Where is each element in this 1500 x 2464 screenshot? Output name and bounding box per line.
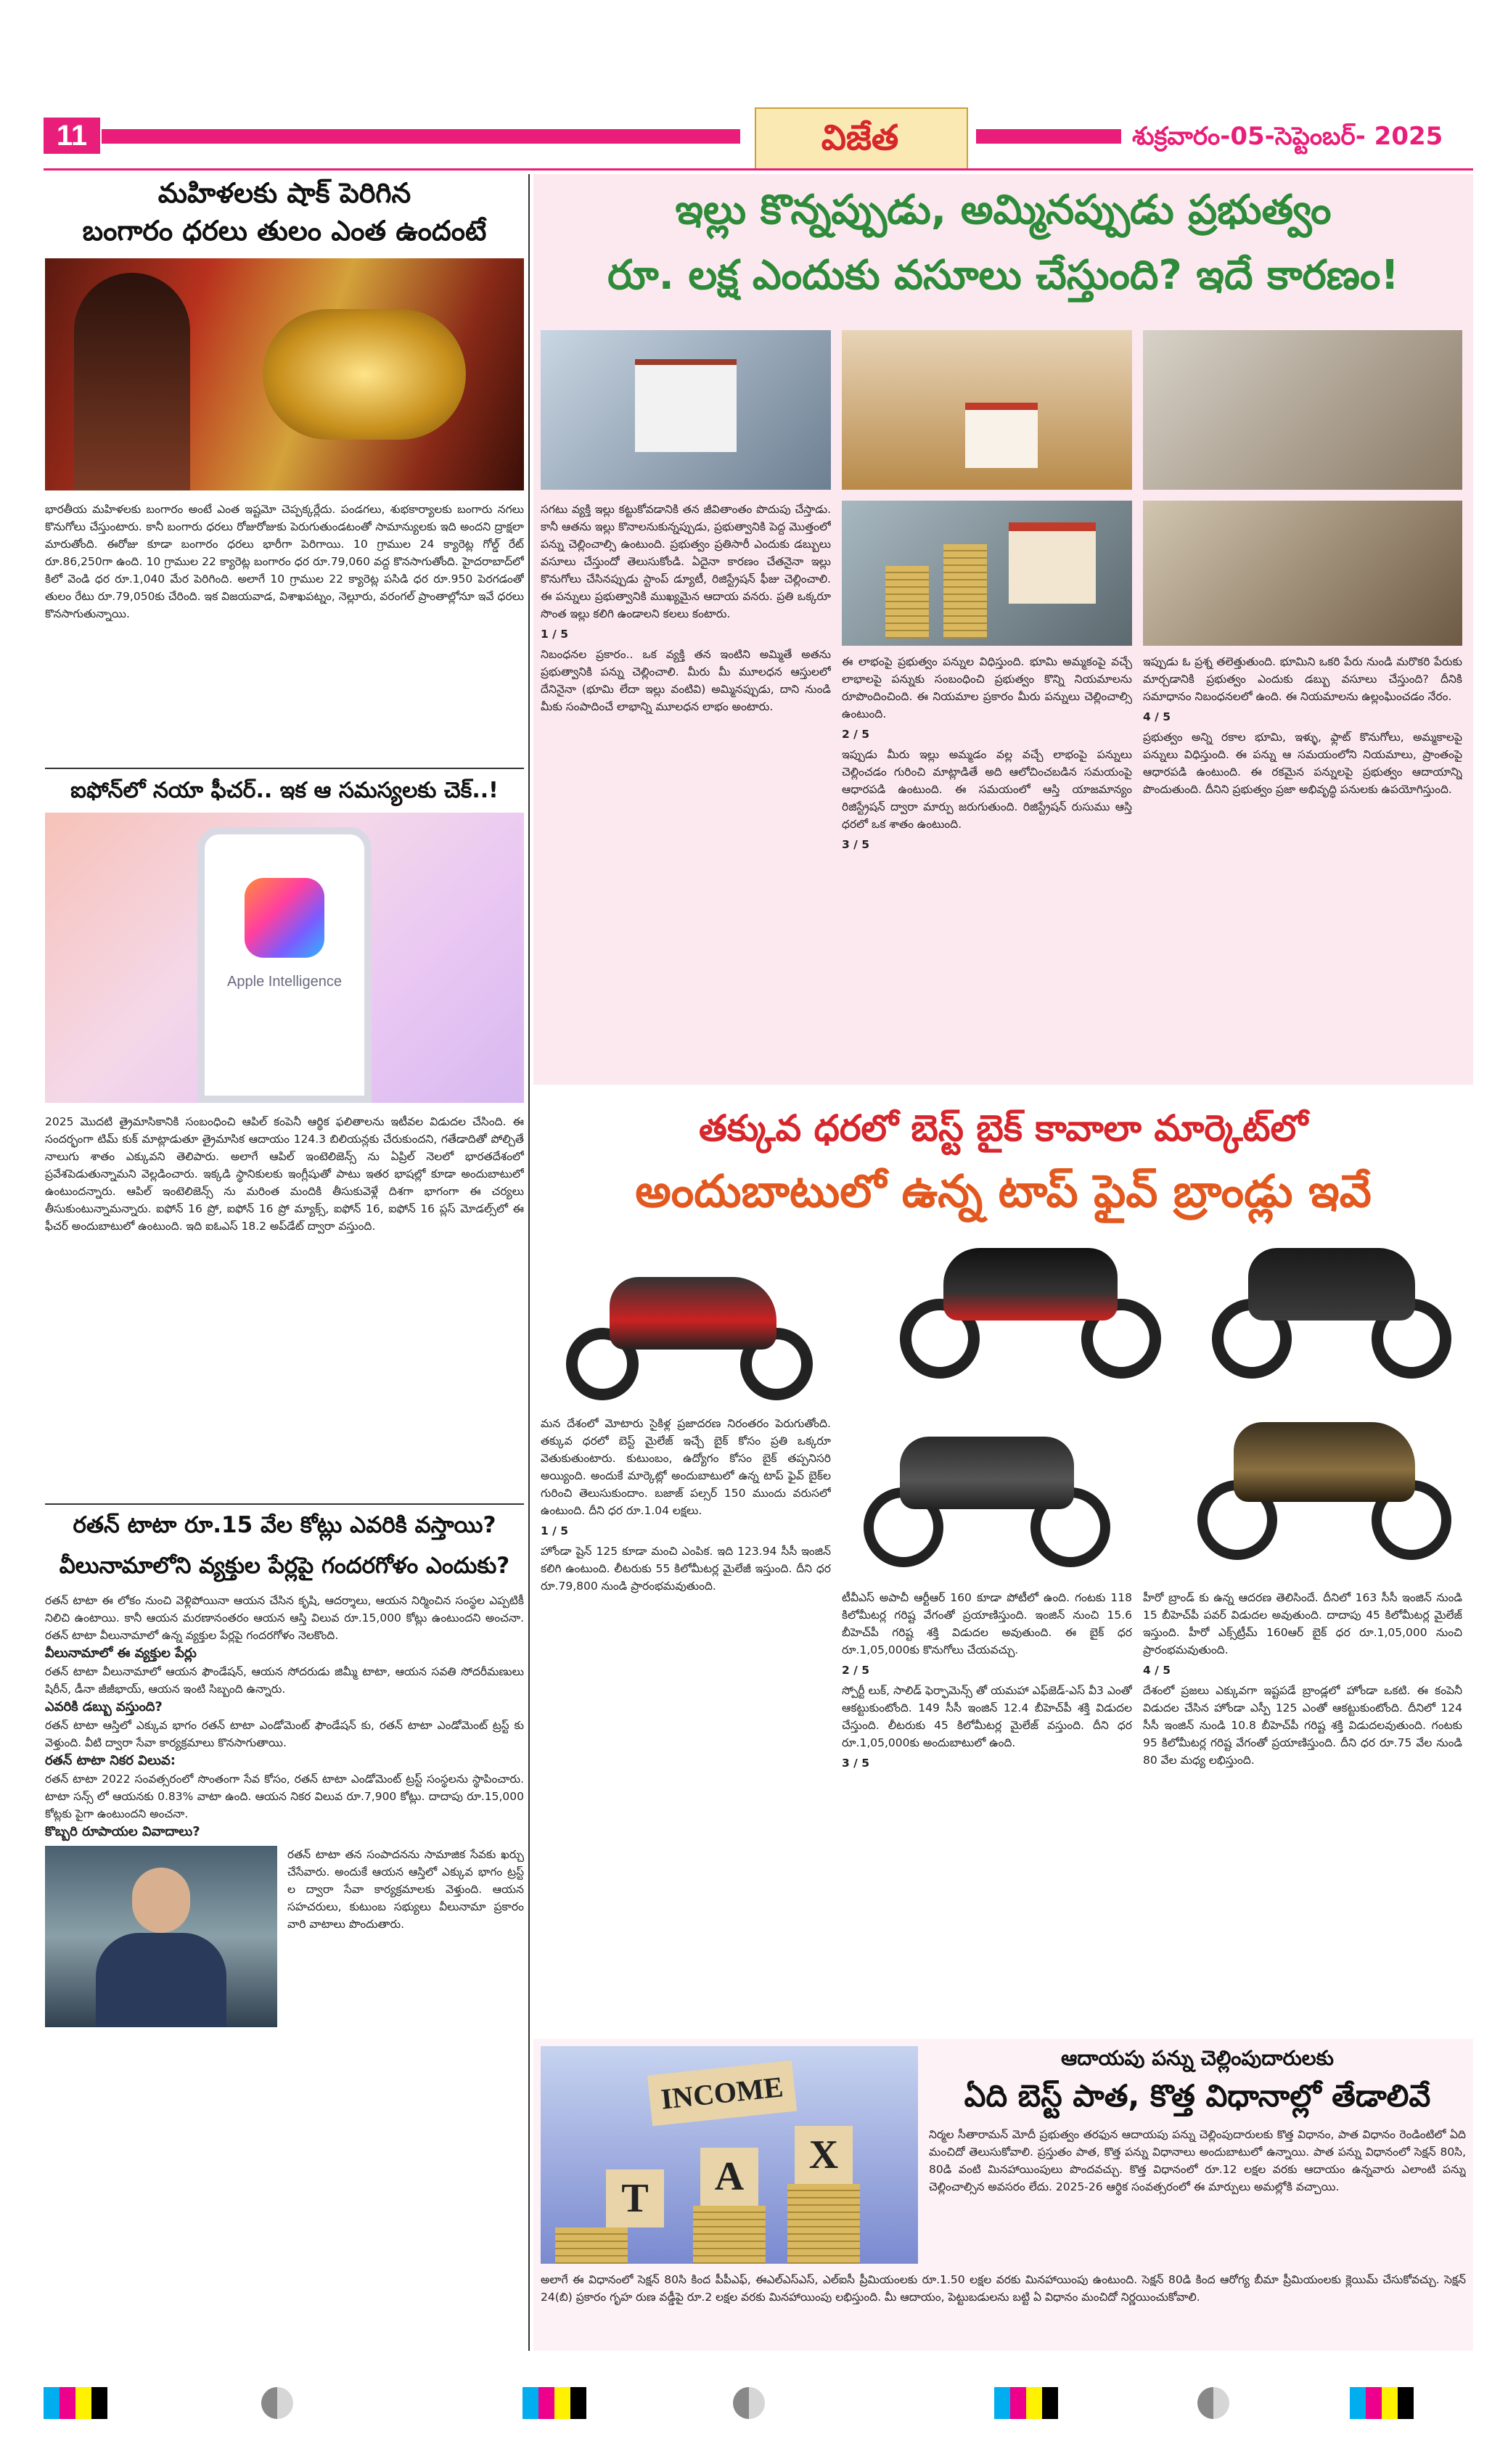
tax-block-t: T <box>606 2169 664 2227</box>
masthead-logo: విజేత <box>821 118 899 158</box>
housing-col1-marker: 1 / 5 <box>541 628 569 641</box>
phone-shape <box>197 827 372 1103</box>
housing-col1 <box>541 501 831 1081</box>
income-block: INCOME <box>647 2061 797 2127</box>
bike-body <box>900 1437 1074 1509</box>
housing-col2-marker2: 3 / 5 <box>842 838 870 851</box>
tata-subhead-1: వీలునామాలో ఈ వ్యక్తుల పేర్లు <box>45 1646 197 1661</box>
housing-col1-text: సగటు వ్యక్తి ఇల్లు కట్టుకోవడానికి తన జీవితాంతం పొదుపు చేస్తాడు. కానీ ఆతను ఇల్లు కొనాలనుకున్నప్పుడు, ప్రభుత్వానికి పెద్ద మొత్తంలో పన్ను చెల్లించాల్సి ఉంటుంది. ప్రభుత్వం ప్రతిసారీ ఎందుకు డబ్బులు వసూలు చేస్తుందో తెలుసుకోండి. ఏదైనా కారణం చేతనైనా ఇల్లు కొనుగోలు చేసినప్పుడు స్టాంప్ డ్యూటీ, రిజిస్ట్రేషన్ ఫీజు చెల్లించాలి. ఈ పన్నులు ప్రభుత్వానికి ముఖ్యమైన ఆదాయ వనరు. ప్రతి ఒక్కరూ సొంత ఇల్లు కలిగి ఉండాలని కలలు కంటారు. <box>541 503 831 620</box>
bike-apache-photo <box>893 1219 1168 1386</box>
bikes-headline-line1: తక్కువ ధరలో బెస్ట్ బైక్ కావాలా మార్కెట్‌లో <box>698 1107 1308 1149</box>
bike-shine-photo <box>856 1408 1118 1574</box>
housing-col2b-text: ఇప్పుడు మీరు ఇల్లు అమ్మడం వల్ల వచ్చే లాభంపై పన్నులు చెల్లించడం గురించి మాట్లాడితే అది ఆలోచించబడిన సమయంపై ఆధారపడి ఉంటుంది. ఈ సమయంలో ఆస్తి యాజమాన్యం రిజిస్ట్రేషన్ ద్వారా మార్పు జరుగుతుంది. రిజిస్ట్రేషన్ రుసుము ఆస్తి ధరలో ఒక శాతం ఉంటుంది. <box>842 748 1132 831</box>
tata-headline-line1: రతన్ టాటా రూ.15 వేల కోట్లు ఎవరికి వస్తాయి? <box>73 1512 496 1538</box>
tata-subhead-2: ఎవరికి డబ్బు వస్తుంది? <box>45 1699 163 1714</box>
tax-body-right: నిర్మల సీతారామన్ మోదీ ప్రభుత్వం తరఫున ఆదాయపు పన్ను చెల్లింపుదారులకు కొత్త విధానం, పాత విధానం రెండింటిలో ఏది మంచిదో తెలుసుకోవాలి. ప్రస్తుతం పాత, కొత్త పన్ను విధానాలు అందుబాటులో ఉన్నాయి. పాత పన్ను విధానంలో సెక్షన్ 80సి, 80డి వంటి మినహాయింపులు పొందవచ్చు. కొత్త విధానంలో రూ.12 లక్షల వరకు ఆదాయం ఉన్నవారు ఎలాంటి పన్ను చెల్లించాల్సిన అవసరం లేదు. 2025-26 ఆర్థిక సంవత్సరంలో ఈ మార్పులు అమల్లోకి వచ్చాయి. <box>929 2128 1466 2193</box>
bikes-headline-line2: అందుబాటులో ఉన్న టాప్ ఫైవ్ బ్రాండ్లు ఇవే <box>635 1165 1372 1217</box>
tax-headline: ఏది బెస్ట్ పాత, కొత్త విధానాల్లో తేడాలివే <box>964 2078 1431 2114</box>
color-bar <box>522 2387 586 2422</box>
housing-col1b-text: నిబంధనల ప్రకారం.. ఒక వ్యక్తి తన ఇంటిని అమ్మితే అతను ప్రభుత్వానికి పన్ను చెల్లించాలి. మీరు మీ మూలధన ఆస్తులలో దేనినైనా (భూమి లేదా ఇల్లు వంటివి) అమ్మినప్పుడు, దాని నుండి మీకు సంపాదించే లాభాన్ని మూలధన లాభం అంటారు. <box>541 648 831 713</box>
page-date: శుక్రవారం-05-సెప్టెంబర్- 2025 <box>1132 116 1473 157</box>
header-bar-left <box>102 129 740 144</box>
color-bar <box>994 2387 1058 2422</box>
bike-pulsar-photo <box>559 1248 827 1408</box>
color-bar-right <box>1350 2387 1414 2422</box>
apple-intelligence-label: Apple Intelligence <box>227 974 342 990</box>
house-model-keys-photo <box>541 330 831 490</box>
ratan-tata-photo <box>45 1846 277 2027</box>
gold-jewellery-photo <box>45 258 524 490</box>
housing-col2-text: ఈ లాభంపై ప్రభుత్వం పన్నుల విధిస్తుంది. భూమి అమ్మకంపై వచ్చే లాభాలపై పన్నుకు సంబంధించి ప్రభుత్వం కొన్ని నియమాలను రూపొందించింది. ఈ నియమాల ప్రకారం మీరు పన్నులు చెల్లించాల్సి ఉంటుంది. <box>842 655 1132 720</box>
bikes-col3b-text: దేశంలో ప్రజలు ఎక్కువగా ఇష్టపడే బ్రాండ్లలో హోండా ఒకటి. ఈ కంపెనీ విడుదల చేసిన హోండా ఎస్పీ 125 ఎంతో ఆకట్టుకుంటోంది. దీనిలో 124 సీసీ ఇంజిన్ నుండి 10.8 బీహెచ్‌పీ గరిష్ట శక్తి విడుదలవుతుంది. గంటకు 95 కిలోమీటర్ల గరిష్ట వేగంతో ప్రయాణిస్తుంది. దీని ధర రూ.75 వేల నుండి 80 వేల మధ్య లభిస్తుంది. <box>1143 1684 1462 1767</box>
gray-registration-mark <box>733 2387 765 2419</box>
necklace-shape <box>263 309 466 440</box>
housing-col2 <box>842 653 1132 1081</box>
tax-block-a: A <box>700 2148 758 2206</box>
housing-headline-line1: ఇల్లు కొన్నప్పుడు, అమ్మినప్పుడు ప్రభుత్వం <box>675 186 1332 234</box>
person-body <box>96 1933 226 2027</box>
coin-stack <box>885 566 929 638</box>
gray-registration-mark <box>261 2387 293 2419</box>
woman-figure <box>74 273 190 490</box>
gray-registration-mark <box>1197 2387 1229 2419</box>
gold-body: భారతీయ మహిళలకు బంగారం అంటే ఎంత ఇష్టమో చెప్పక్కర్లేదు. పండగలు, శుభకార్యాలకు బంగారు నగలు కొనుగోలు చేస్తుంటారు. కానీ బంగారు ధరలు రోజురోజుకు పెరుగుతుండటంతో సామాన్యులకు ఇది అందని ద్రాక్షలా మారుతోంది. ఈరోజు కూడా బంగారం ధరలు భారీగా పెరిగాయి. 10 గ్రాముల 24 క్యారెట్ల గోల్డ్ రేట్ రూ.86,250గా ఉంది. 10 గ్రాముల 22 క్యారెట్ల బంగారం ధర రూ.79,060 వద్ద కొనసాగుతోంది. హైదరాబాద్‌లో కిలో వెండి ధర రూ.1,040 మేర పెరిగింది. అలాగే 10 గ్రాముల 22 క్యారెట్ల పసిడి ధర రూ.950 పెరగడంతో తులం రేటు రూ.79,050కు చేరింది. ఇక విజయవాడ, విశాఖపట్నం, నెల్లూరు, వరంగల్ ప్రాంతాల్లోనూ ఇవే ధరలు కొనసాగుతున్నాయి. <box>45 503 524 620</box>
left-column <box>45 174 524 2329</box>
housing-headline-line2: రూ. లక్ష ఎందుకు వసూలు చేస్తుంది? ఇదే కారణం! <box>607 252 1399 299</box>
coin-stack <box>555 2227 628 2264</box>
top-rule <box>44 168 1473 171</box>
bikes-col3 <box>1143 1589 1462 2032</box>
bike-xtreme-photo <box>1190 1393 1459 1567</box>
gold-headline-line2: బంగారం ధరలు తులం ఎంత ఉందంటే <box>82 215 487 247</box>
column-separator <box>528 174 530 2351</box>
income-tax-blocks-coins-photo <box>541 2046 918 2264</box>
bikes-col1b-text: హోండా షైన్ 125 కూడా మంచి ఎంపిక. ఇది 123.94 సీసీ ఇంజిన్ కలిగి ఉంటుంది. లీటరుకు 55 కిలోమీటర్ల మైలేజీ ఇస్తుంది. దీని ధర రూ.79,800 నుండి ప్రారంభమవుతుంది. <box>541 1545 831 1593</box>
house-shape <box>1009 522 1096 604</box>
bikes-col2 <box>842 1589 1132 2032</box>
iphone-headline: ఐఫోన్‌లో నయా ఫీచర్.. ఇక ఆ సమస్యలకు చెక్..! <box>70 778 499 803</box>
color-bar-left <box>44 2387 107 2422</box>
coins-house-photo <box>842 330 1132 490</box>
coin-stack <box>943 544 987 638</box>
coin-stack <box>787 2184 860 2264</box>
apple-intelligence-icon <box>245 878 324 958</box>
house-shape <box>965 403 1038 468</box>
tata-body-5: రతన్ టాటా తన సంపాదనను సామాజిక సేవకు ఖర్చు చేసేవారు. అందుకే ఆయన ఆస్తిలో ఎక్కువ భాగం ట్రస్ట్ ల ద్వారా సేవా కార్యక్రమాలకు వెళ్తుంది. ఆయన సహచరులు, కుటుంబ సభ్యులు వీలునామా ప్రకారం వారి వాటాలు పొందుతారు. <box>287 1848 524 1931</box>
tata-body-2: రతన్ టాటా వీలునామాలో ఆయన ఫౌండేషన్, ఆయన సోదరుడు జిమ్మీ టాటా, ఆయన సవతి సోదరీమణులు షిరీన్, డీనా జీజీభాయ్, ఆయన ఇంటి సిబ్బంది ఉన్నారు. <box>45 1665 524 1696</box>
tata-subhead-4: కొబ్బరి రూపాయల వివాదాలు? <box>45 1824 200 1839</box>
tax-block-x: X <box>795 2126 853 2184</box>
bikes-col1-marker: 1 / 5 <box>541 1524 569 1537</box>
housing-col3b-text: ప్రభుత్వం అన్ని రకాల భూమి, ఇళ్ళు, ఫ్లాట్ కొనుగోలు, అమ్మకాలపై పన్నులు విధిస్తుంది. ఈ పన్ను ఆ సమయంలోని నియమాలు, ప్రాంతంపై ఆధారపడి ఉంటుంది. ఈ రకమైన పన్నులపై ప్రభుత్వం ఆదాయాన్ని పొందుతుంది. దీనిని ప్రభుత్వం ప్రజా అభివృద్ధి పనులకు ఉపయోగిస్తుంది. <box>1143 731 1462 796</box>
house-contract-photo <box>1143 330 1462 490</box>
house-shape <box>635 359 737 452</box>
tata-body-3: రతన్ టాటా ఆస్తిలో ఎక్కువ భాగం రతన్ టాటా ఎండోమెంట్ ఫౌండేషన్ కు, రతన్ టాటా ఎండోమెంట్ ట్రస్ట్ కు వెళ్తుంది. వీటి ద్వారా సేవా కార్యక్రమాలు కొనసాగుతాయి. <box>45 1719 524 1749</box>
housing-col2-marker: 2 / 5 <box>842 728 870 741</box>
bikes-col1-text: మన దేశంలో మోటారు సైకిళ్ల ప్రజాదరణ నిరంతరం పెరుగుతోంది. తక్కువ ధరలో బెస్ట్ మైలేజ్ ఇచ్చే బైక్ కోసం ప్రతి ఒక్కరూ వెతుకుతుంటారు. కుటుంబం, ఉద్యోగం కోసం బైక్ తప్పనిసరి అయ్యింది. అందుకే మార్కెట్లో అందుబాటులో ఉన్న టాప్ ఫైవ్ బైక్‌ల గురించి తెలుసుకుందాం. బజాజ్ పల్సర్ 150 ముందు వరుసలో ఉంటుంది. దీని ధర రూ.1.04 లక్షలు. <box>541 1417 831 1517</box>
tax-kicker: ఆదాయపు పన్ను చెల్లింపుదారులకు <box>1061 2046 1334 2070</box>
bikes-col3-marker: 4 / 5 <box>1143 1664 1171 1677</box>
bike-fz-photo <box>1205 1219 1459 1386</box>
bike-body <box>1234 1422 1415 1502</box>
bike-body <box>610 1277 776 1350</box>
bikes-col2-marker2: 3 / 5 <box>842 1757 870 1770</box>
coins-stack-house-photo <box>842 501 1132 646</box>
bikes-col2b-text: స్పోర్టీ లుక్, సాలిడ్ ఫెర్ఫామెన్స్ తో యమహా ఎఫ్‌జెడ్-ఎస్ వీ3 ఎంతో ఆకట్టుకుంటోంది. 149 సీసీ ఇంజిన్ 12.4 బీహెచ్‌పీ శక్తి విడుదల చేస్తుంది. లీటరుకు 45 కిలోమీటర్ల మైలేజ్ వస్తుంది. దీని ధర రూ.1,05,000కు అందుబాటులో ఉంది. <box>842 1684 1132 1749</box>
person-head <box>132 1868 190 1933</box>
iphone-body: 2025 మొదటి త్రైమాసికానికి సంబంధించి ఆపిల్ కంపెనీ ఆర్థిక ఫలితాలను ఇటీవల విడుదల చేసింది. ఈ సందర్భంగా టిమ్ కుక్ మాట్లాడుతూ త్రైమాసిక ఆదాయం 124.3 బిలియన్లకు చేరుకుందని, గతేడాదితో పోల్చితే నాలుగు శాతం ఎక్కువని తెలిపారు. అలాగే ఆపిల్ ఇంటెలిజెన్స్ ను ఏప్రిల్ నెలలో భారతదేశంలో ప్రవేశపెడుతున్నామని వెల్లడించారు. ఇక్కడి స్థానికులకు ఇంగ్లీషుతో పాటు ఇతర భాషల్లో కూడా అందుబాటులో ఉంటుందన్నారు. ఆపిల్ ఇంటెలిజెన్స్ ను మరింత మందికి తీసుకువెళ్లే దిశగా భాగంగా ఈ చర్యలు తీసుకుంటున్నామన్నారు. ఐఫోన్ 16 ప్రో, ఐఫోన్ 16 ప్రో మ్యాక్స్, ఐఫోన్ 16, ఐఫోన్ 16 ప్లస్ మోడల్స్‌లో ఈ ఫీచర్ అందుబాటులో ఉంటుంది. ఇది ఐఓఎస్ 18.2 అప్‌డేట్ ద్వారా వస్తుంది. <box>45 1115 524 1233</box>
housing-col3 <box>1143 653 1462 1081</box>
coin-stack <box>693 2206 766 2264</box>
housing-col3-marker: 4 / 5 <box>1143 710 1171 723</box>
housing-col3-text: ఇప్పుడు ఓ ప్రశ్న తలెత్తుతుంది. భూమిని ఒకరి పేరు నుండి మరొకరి పేరుకు మార్చడానికి ప్రభుత్వం ఎందుకు డబ్బు వసూలు చేస్తుంది? దీనికి సమాధానం నిబంధనలలో ఉంది. ఈ నియమాలను ఉల్లంఘించడం నేరం. <box>1143 655 1462 703</box>
tata-subhead-3: రతన్ టాటా నికర విలువ: <box>45 1753 176 1768</box>
apple-intelligence-photo <box>45 813 524 1103</box>
tata-body-4: రతన్ టాటా 2022 సంవత్సరంలో సొంతంగా సేవ కోసం, రతన్ టాటా ఎండోమెంట్ ట్రస్ట్ సంస్థలను స్థాపించారు. టాటా సన్స్ లో ఆయనకు 0.83% వాటా ఉంది. ఆయన నికర విలువ రూ.7,900 కోట్లు. దాదాపు రూ.15,000 కోట్లకు పైగా ఉంటుందని అంచనా. <box>45 1773 524 1820</box>
bikes-col2-marker: 2 / 5 <box>842 1664 870 1677</box>
bikes-col3-text: హీరో బ్రాండ్ కు ఉన్న ఆదరణ తెలిసిందే. దీనిలో 163 సీసీ ఇంజిన్ నుండి 15 బీహెచ్‌పీ పవర్ విడుదల అవుతుంది. దాదాపు 45 కిలోమీటర్ల మైలేజ్ ఇస్తుంది. హీరో ఎక్స్‌ట్రీమ్ 160ఆర్ బైక్ ధర రూ.1,05,000 నుంచి ప్రారంభమవుతుంది. <box>1143 1591 1462 1656</box>
bike-body <box>1248 1248 1415 1321</box>
tata-body-1: రతన్ టాటా ఈ లోకం నుంచి వెళ్లిపోయినా ఆయన చేసిన కృషి, ఆదర్శాలు, ఆయన నిర్మించిన సంస్థల ఎప్పటికీ నిలిచి ఉంటాయి. కానీ ఆయన మరణానంతరం ఆయన ఆస్తి విలువ రూ.15,000 కోట్లు ఉంటుందని అంచనా. రతన్ టాటా వీలునామాలో ఉన్న వ్యక్తుల పేర్లపై గందరగోళం నెలకొంది. <box>45 1594 524 1642</box>
tata-headline-line2: వీలునామాలోని వ్యక్తుల పేర్లపై గందరగోళం ఎందుకు? <box>59 1553 510 1579</box>
signing-stamp-photo <box>1143 501 1462 646</box>
tax-body-bottom: అలాగే ఈ విధానంలో సెక్షన్ 80సి కింద పీపీఎఫ్, ఈఎల్ఎస్ఎస్, ఎల్ఐసీ ప్రీమియంలకు రూ.1.50 లక్షల వరకు మినహాయింపు ఉంటుంది. సెక్షన్ 80డి కింద ఆరోగ్య బీమా ప్రీమియంలకు క్లెయిమ్ చేసుకోవచ్చు. సెక్షన్ 24(బి) ప్రకారం గృహ రుణ వడ్డీపై రూ.2 లక్షల వరకు మినహాయింపు లభిస్తుంది. మీ ఆదాయం, పెట్టుబడులను బట్టి ఏ విధానం మంచిదో నిర్ణయించుకోవాలి. <box>541 2273 1466 2304</box>
page-number: 11 <box>44 118 100 154</box>
bike-body <box>943 1248 1118 1321</box>
bikes-col2-text: టీవీఎస్ అపాచీ ఆర్టీఆర్ 160 కూడా పోటీలో ఉంది. గంటకు 118 కిలోమీటర్ల గరిష్ట వేగంతో ప్రయాణిస్తుంది. ఇంజిన్ నుంచి 15.6 బీహెచ్‌పీ గరిష్ట శక్తి విడుదల అవుతుంది. ఈ బైక్ ధర రూ.1,05,000కు కొనుగోలు చేయవచ్చు. <box>842 1591 1132 1656</box>
bikes-col1 <box>541 1415 831 2032</box>
gold-headline-line1: మహిళలకు షాక్ పెరిగిన <box>157 177 411 209</box>
header-bar-right <box>976 129 1121 144</box>
